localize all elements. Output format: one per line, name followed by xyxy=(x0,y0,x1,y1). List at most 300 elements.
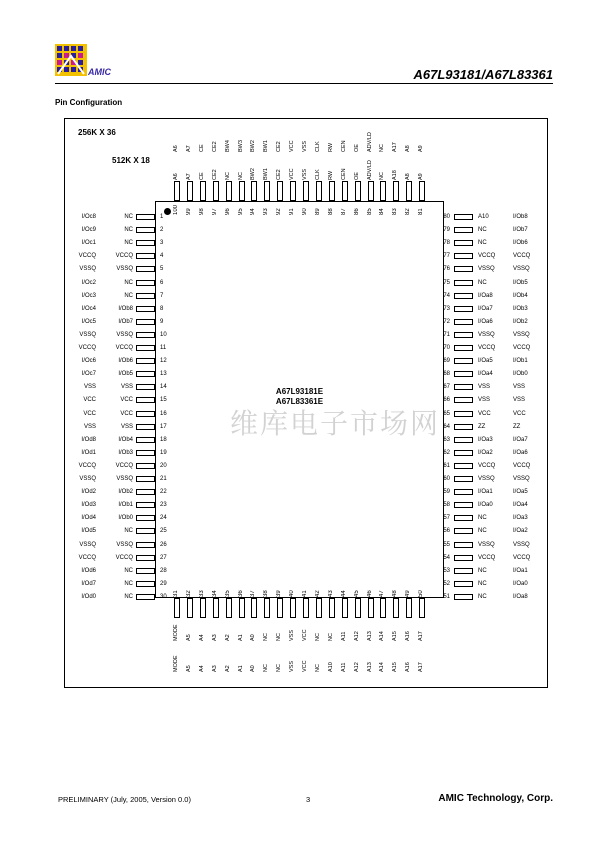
pin-number: 33 xyxy=(198,590,205,597)
pin-label-x18: NC xyxy=(478,240,487,247)
pin-label-x36: NC xyxy=(379,144,386,152)
pin-label-x18: A1 xyxy=(237,634,244,641)
pin-label-x36: I/Oa6 xyxy=(513,449,528,456)
pin-label-x18: A13 xyxy=(366,631,373,641)
pin-lead-51 xyxy=(454,594,473,600)
pin-label-x36: I/Oc9 xyxy=(81,227,96,234)
pin-number: 67 xyxy=(443,384,450,391)
pin-number: 79 xyxy=(443,227,450,234)
pin-lead-16 xyxy=(136,411,155,417)
pin-label-x18: NC xyxy=(224,172,231,180)
pin-label-x36: I/Od3 xyxy=(81,502,96,509)
pin-number: 20 xyxy=(160,462,167,469)
pin-lead-52 xyxy=(454,581,473,587)
pin-lead-1 xyxy=(136,214,155,220)
pin-label-x36: CE xyxy=(198,144,205,152)
pin-label-x18: VCCQ xyxy=(478,345,496,351)
pin-number: 57 xyxy=(443,515,450,522)
pin-label-x36: A8 xyxy=(405,145,412,152)
pin-number: 1 xyxy=(160,214,164,220)
pin-label-x18: VCCQ xyxy=(115,554,133,561)
pin-label-x18: VCCQ xyxy=(478,462,496,469)
pin-label-x18: A10 xyxy=(478,214,489,220)
pin-label-x18: NC xyxy=(478,279,487,286)
pin-label-x36: VCC xyxy=(302,660,308,672)
pin-lead-20 xyxy=(136,463,155,469)
pin-lead-98 xyxy=(200,181,206,201)
pin-label-x36: A17 xyxy=(392,142,399,152)
pin-label-x36: VCCQ xyxy=(513,554,531,561)
pin-label-x36: VSSQ xyxy=(513,541,530,548)
pin-number: 51 xyxy=(443,593,450,600)
pin-number: 75 xyxy=(443,279,450,286)
pin-label-x18: NC xyxy=(237,172,244,180)
pin-label-x36: A3 xyxy=(211,665,218,672)
pin-number: 96 xyxy=(224,208,231,215)
pin-number: 26 xyxy=(160,541,167,548)
pin-number: 53 xyxy=(443,567,450,574)
pin-label-x18: I/Oa4 xyxy=(478,371,493,378)
pin-lead-28 xyxy=(136,568,155,574)
pin-number: 32 xyxy=(185,590,192,597)
pin-label-x18: A0 xyxy=(250,634,257,641)
pin-label-x18: CE2 xyxy=(276,169,283,180)
pin-label-x36: VSS xyxy=(302,140,308,152)
pin-number: 6 xyxy=(160,279,164,286)
pin-label-x18: NC xyxy=(124,214,133,220)
pin-lead-94 xyxy=(251,181,257,201)
pin-number: 59 xyxy=(443,489,450,496)
pin-number: 50 xyxy=(418,590,425,597)
pin-label-x18: NC xyxy=(478,593,487,600)
pin-label-x18: CEN xyxy=(340,168,347,180)
pin-lead-48 xyxy=(393,598,399,618)
pin-lead-15 xyxy=(136,397,155,403)
pin-number: 90 xyxy=(302,208,308,215)
pin-lead-8 xyxy=(136,306,155,312)
pin-number: 21 xyxy=(160,476,167,482)
pin-label-x18: VSSQ xyxy=(116,331,133,338)
pin-number: 38 xyxy=(263,590,270,597)
pin-number: 30 xyxy=(160,593,167,600)
pin-label-x18: I/Ob4 xyxy=(118,436,133,443)
pin-number: 35 xyxy=(224,590,231,597)
pin-label-x36: A12 xyxy=(353,662,360,672)
pin-label-x18: I/Oa5 xyxy=(478,358,493,365)
pin-lead-22 xyxy=(136,489,155,495)
pin-number: 40 xyxy=(289,590,296,597)
pin-label-x36: A14 xyxy=(379,662,386,672)
package-label-a67l93181e: A67L93181E xyxy=(275,387,324,396)
pin-label-x36: VCCQ xyxy=(78,345,96,351)
pin-label-x36: VSSQ xyxy=(79,266,96,273)
amic-logo xyxy=(55,44,87,76)
pin-lead-39 xyxy=(277,598,283,618)
pin-label-x36: I/Oc8 xyxy=(81,214,96,220)
pin-number: 97 xyxy=(211,208,218,215)
pin-label-x36: I/Ob4 xyxy=(513,292,528,299)
pin-lead-81 xyxy=(419,181,425,201)
pin-number: 2 xyxy=(160,227,164,234)
pin-lead-97 xyxy=(213,181,219,201)
pin-lead-33 xyxy=(200,598,206,618)
pin-number: 46 xyxy=(366,590,373,597)
pin-label-x36: I/Oa2 xyxy=(513,528,528,535)
pin-label-x18: I/Oa2 xyxy=(478,449,493,456)
pin-lead-26 xyxy=(136,542,155,548)
pin-label-x36: I/Ob1 xyxy=(513,358,528,365)
pin-label-x18: I/Ob0 xyxy=(118,515,133,522)
pin-label-x36: VCC xyxy=(289,140,296,152)
pin-number: 88 xyxy=(327,208,334,215)
pin-label-x36: I/Oa4 xyxy=(513,502,528,509)
pin-lead-96 xyxy=(226,181,232,201)
pin-number: 42 xyxy=(314,590,321,597)
pin-label-x36: VSSQ xyxy=(513,331,530,338)
pin-lead-37 xyxy=(251,598,257,618)
pin-number: 31 xyxy=(173,590,179,597)
pin-lead-69 xyxy=(454,358,473,364)
pin-label-x18: VCC xyxy=(120,410,133,417)
pin-number: 17 xyxy=(160,423,167,430)
pin-lead-35 xyxy=(226,598,232,618)
pin-label-x18: I/Ob6 xyxy=(118,358,133,365)
pin-number: 41 xyxy=(302,590,308,597)
pin-number: 16 xyxy=(160,410,167,417)
pin-label-x18: VCC xyxy=(289,168,296,180)
org-512k-x18-label: 512K X 18 xyxy=(112,156,150,165)
pin-label-x36: ZZ xyxy=(513,423,521,430)
pin-lead-29 xyxy=(136,581,155,587)
pin-label-x36: A17 xyxy=(418,662,425,672)
pin-label-x36: I/Oc6 xyxy=(81,358,96,365)
pin-label-x36: BW2 xyxy=(250,140,257,152)
pin-label-x18: I/Oa1 xyxy=(478,489,493,496)
pin-label-x18: A15 xyxy=(392,631,399,641)
pin-label-x18: NC xyxy=(263,633,270,641)
pin-label-x18: VCCQ xyxy=(115,345,133,351)
brand-name: AMIC xyxy=(88,67,111,77)
pin-label-x18: BW1 xyxy=(263,168,270,180)
pin-number: 9 xyxy=(160,318,164,325)
pin-number: 29 xyxy=(160,580,167,587)
pin-label-x36: CLK xyxy=(314,141,321,152)
pin-lead-47 xyxy=(380,598,386,618)
pin-lead-68 xyxy=(454,371,473,377)
pin-label-x18: NC xyxy=(478,528,487,535)
pin-lead-88 xyxy=(329,181,335,201)
pin-number: 34 xyxy=(211,590,218,597)
pin-number: 11 xyxy=(160,345,167,351)
pin-lead-25 xyxy=(136,528,155,534)
pin-label-x36: I/Ob5 xyxy=(513,279,528,286)
pin-number: 4 xyxy=(160,253,164,260)
pin-lead-99 xyxy=(187,181,193,201)
pin-lead-9 xyxy=(136,319,155,325)
pin-label-x36: VSS xyxy=(513,384,526,391)
pin-lead-13 xyxy=(136,371,155,377)
pin-lead-2 xyxy=(136,227,155,233)
pin-lead-63 xyxy=(454,437,473,443)
pin-label-x18: VSSQ xyxy=(478,266,495,273)
pin-number: 95 xyxy=(237,208,244,215)
pin-number: 72 xyxy=(443,318,450,325)
pin-number: 66 xyxy=(443,397,450,404)
pin-label-x36: BW1 xyxy=(263,140,270,152)
pin-label-x36: I/Ob0 xyxy=(513,371,528,378)
pin-label-x18: VCC xyxy=(302,629,308,641)
pin-label-x36: A1 xyxy=(237,665,244,672)
pin-label-x18: A14 xyxy=(379,631,386,641)
pin-label-x36: VSSQ xyxy=(513,476,530,482)
pin-lead-7 xyxy=(136,293,155,299)
pin-label-x18: I/Ob1 xyxy=(118,502,133,509)
pin-lead-19 xyxy=(136,450,155,456)
pin-label-x36: BW3 xyxy=(237,140,244,152)
pin-label-x18: NC xyxy=(379,172,386,180)
pin-label-x18: BW2 xyxy=(250,168,257,180)
pin-label-x18: OE xyxy=(353,172,360,180)
pin-label-x18: VCC xyxy=(478,410,491,417)
pin-lead-90 xyxy=(303,181,309,201)
pin-label-x36: I/Oa8 xyxy=(513,593,528,600)
pin-lead-74 xyxy=(454,293,473,299)
pin-lead-30 xyxy=(136,594,155,600)
pin-number: 77 xyxy=(443,253,450,260)
pin-label-x36: CE2 xyxy=(276,141,283,152)
footer-company: AMIC Technology, Corp. xyxy=(438,793,553,804)
pin-label-x18: NC xyxy=(124,227,133,234)
pin-number: 19 xyxy=(160,449,167,456)
org-256k-x36-label: 256K X 36 xyxy=(78,128,116,137)
pin-lead-53 xyxy=(454,568,473,574)
pin-label-x18: VSS xyxy=(478,397,491,404)
pin-label-x36: A2 xyxy=(224,665,231,672)
pin-label-x18: ZZ xyxy=(478,423,486,430)
pin-label-x18: I/Ob7 xyxy=(118,318,133,325)
pin-number: 28 xyxy=(160,567,167,574)
pin-lead-71 xyxy=(454,332,473,338)
document-title: A67L93181/A67L83361 xyxy=(413,67,553,82)
pin-lead-43 xyxy=(329,598,335,618)
footer-status: PRELIMINARY (July, 2005, Version 0.0) xyxy=(58,795,191,804)
pin-label-x36: A7 xyxy=(185,145,192,152)
pin-label-x36: CE2 xyxy=(211,141,218,152)
pin-label-x18: VSS xyxy=(120,384,133,391)
pin-number: 70 xyxy=(443,345,450,351)
pin-label-x18: VSSQ xyxy=(478,541,495,548)
pin-label-x18: ADV/LD xyxy=(366,160,373,180)
pin-lead-3 xyxy=(136,240,155,246)
pin-label-x36: I/Od5 xyxy=(81,528,96,535)
pin-label-x36: I/Ob7 xyxy=(513,227,528,234)
pin-label-x36: VSS xyxy=(513,397,526,404)
pin-label-x36: I/Oa5 xyxy=(513,489,528,496)
pin-label-x18: CE2 xyxy=(211,169,218,180)
pin-lead-49 xyxy=(406,598,412,618)
pin-lead-70 xyxy=(454,345,473,351)
pin-lead-24 xyxy=(136,515,155,521)
pin-label-x36: VCCQ xyxy=(78,554,96,561)
pin-number: 82 xyxy=(405,208,412,215)
pin-lead-85 xyxy=(368,181,374,201)
pin-label-x36: I/Od8 xyxy=(81,436,96,443)
pin-label-x18: A8 xyxy=(405,173,412,180)
pin-label-x36: A16 xyxy=(405,662,412,672)
pin-number: 78 xyxy=(443,240,450,247)
pin-label-x36: ADV/LD xyxy=(366,132,373,152)
pin-label-x36: NC xyxy=(263,664,270,672)
pin-label-x36: VCCQ xyxy=(78,462,96,469)
pin-number: 56 xyxy=(443,528,450,535)
pin-label-x36: I/Od0 xyxy=(81,593,96,600)
pin-lead-21 xyxy=(136,476,155,482)
pin-lead-14 xyxy=(136,384,155,390)
pin-label-x36: VCCQ xyxy=(513,345,531,351)
pin-lead-32 xyxy=(187,598,193,618)
pin-lead-54 xyxy=(454,555,473,561)
pin-label-x36: RW xyxy=(327,142,334,152)
pin-label-x18: NC xyxy=(124,567,133,574)
pin-number: 49 xyxy=(405,590,412,597)
pin-number: 98 xyxy=(198,208,205,215)
pin-label-x18: VCCQ xyxy=(478,554,496,561)
pin-label-x36: VSSQ xyxy=(513,266,530,273)
pin-label-x36: I/Oa0 xyxy=(513,580,528,587)
pin-number: 64 xyxy=(443,423,450,430)
pin-label-x18: VCCQ xyxy=(115,462,133,469)
pin-lead-84 xyxy=(380,181,386,201)
pin-number: 36 xyxy=(237,590,244,597)
pin-number: 55 xyxy=(443,541,450,548)
pin-label-x18: NC xyxy=(276,633,283,641)
pin-number: 63 xyxy=(443,436,450,443)
pin-lead-77 xyxy=(454,253,473,259)
pin-number: 13 xyxy=(160,371,167,378)
pin-label-x18: I/Oa8 xyxy=(478,292,493,299)
pin-number: 85 xyxy=(366,208,373,215)
pin-number: 83 xyxy=(392,208,399,215)
pin-lead-5 xyxy=(136,266,155,272)
pin-label-x36: I/Od1 xyxy=(81,449,96,456)
pin-label-x36: I/Oc3 xyxy=(81,292,96,299)
pin-label-x36: I/Od2 xyxy=(81,489,96,496)
pin-number: 54 xyxy=(443,554,450,561)
pin-number: 73 xyxy=(443,305,450,312)
pin-label-x18: CLK xyxy=(314,169,321,180)
pin-lead-67 xyxy=(454,384,473,390)
pin-label-x36: I/Ob2 xyxy=(513,318,528,325)
pin-label-x18: RW xyxy=(327,170,334,180)
pin-label-x36: A13 xyxy=(366,662,373,672)
pin-number: 45 xyxy=(353,590,360,597)
pin-label-x36: A4 xyxy=(198,665,205,672)
pin-number: 81 xyxy=(418,208,425,215)
pin-lead-89 xyxy=(316,181,322,201)
pin-number: 5 xyxy=(160,266,164,273)
pin-label-x18: NC xyxy=(478,580,487,587)
pin-number: 99 xyxy=(185,208,192,215)
pin-label-x18: A2 xyxy=(224,634,231,641)
pin-number: 14 xyxy=(160,384,167,391)
pin-lead-38 xyxy=(264,598,270,618)
pin-lead-4 xyxy=(136,253,155,259)
pin-lead-66 xyxy=(454,397,473,403)
pin-label-x18: A12 xyxy=(353,631,360,641)
pin-number: 62 xyxy=(443,449,450,456)
pin-lead-59 xyxy=(454,489,473,495)
pin-label-x36: NC xyxy=(276,664,283,672)
pin-label-x36: VSSQ xyxy=(79,476,96,482)
pin-label-x18: NC xyxy=(124,292,133,299)
pin-label-x18: I/Oa7 xyxy=(478,305,493,312)
pin-lead-72 xyxy=(454,319,473,325)
pin-label-x36: I/Oa7 xyxy=(513,436,528,443)
header-rule xyxy=(55,83,553,84)
pin-label-x18: A5 xyxy=(185,634,192,641)
pin-label-x36: A0 xyxy=(250,665,257,672)
pin-label-x18: I/Oa6 xyxy=(478,318,493,325)
pin-number: 8 xyxy=(160,305,164,312)
pin-label-x36: VCCQ xyxy=(513,253,531,260)
pin-lead-75 xyxy=(454,280,473,286)
pin-lead-6 xyxy=(136,280,155,286)
pin-lead-100 xyxy=(174,181,180,201)
pin-label-x18: VCCQ xyxy=(115,253,133,260)
pin-label-x36: VCCQ xyxy=(513,462,531,469)
page-number: 3 xyxy=(306,795,311,804)
pin-label-x18: A6 xyxy=(173,173,179,180)
pin-number: 43 xyxy=(327,590,334,597)
pin-number: 15 xyxy=(160,397,167,404)
pin-label-x18: A9 xyxy=(418,173,425,180)
pin-lead-55 xyxy=(454,542,473,548)
pin-label-x36: I/Oa3 xyxy=(513,515,528,522)
pin-number: 47 xyxy=(379,590,386,597)
pin-lead-23 xyxy=(136,502,155,508)
pin-lead-92 xyxy=(277,181,283,201)
pin-label-x18: I/Oa0 xyxy=(478,502,493,509)
package-label-a67l83361e: A67L83361E xyxy=(275,397,324,406)
pin-label-x36: I/Od4 xyxy=(81,515,96,522)
pin-label-x18: NC xyxy=(124,279,133,286)
pin-label-x18: A4 xyxy=(198,634,205,641)
pin-label-x36: A15 xyxy=(392,662,399,672)
pin-lead-11 xyxy=(136,345,155,351)
pin-label-x18: I/Ob2 xyxy=(118,489,133,496)
pin-number: 37 xyxy=(250,590,257,597)
pin-label-x18: NC xyxy=(124,593,133,600)
pin-label-x36: I/Ob6 xyxy=(513,240,528,247)
pin-number: 74 xyxy=(443,292,450,299)
pin-label-x18: CE xyxy=(198,172,205,180)
pin-label-x18: A18 xyxy=(392,170,399,180)
pin-lead-41 xyxy=(303,598,309,618)
pin-lead-10 xyxy=(136,332,155,338)
pin-label-x36: I/Oc5 xyxy=(81,318,96,325)
pin-number: 91 xyxy=(289,208,296,215)
pin-number: 7 xyxy=(160,292,164,299)
pin-number: 60 xyxy=(443,476,450,482)
pin-label-x18: A16 xyxy=(405,631,412,641)
pin-number: 93 xyxy=(263,208,270,215)
pin-label-x18: MODE xyxy=(173,624,179,641)
pin-lead-65 xyxy=(454,411,473,417)
pin-lead-87 xyxy=(342,181,348,201)
pin-number: 92 xyxy=(276,208,283,215)
pin-label-x36: I/Oc1 xyxy=(81,240,96,247)
pin-lead-73 xyxy=(454,306,473,312)
